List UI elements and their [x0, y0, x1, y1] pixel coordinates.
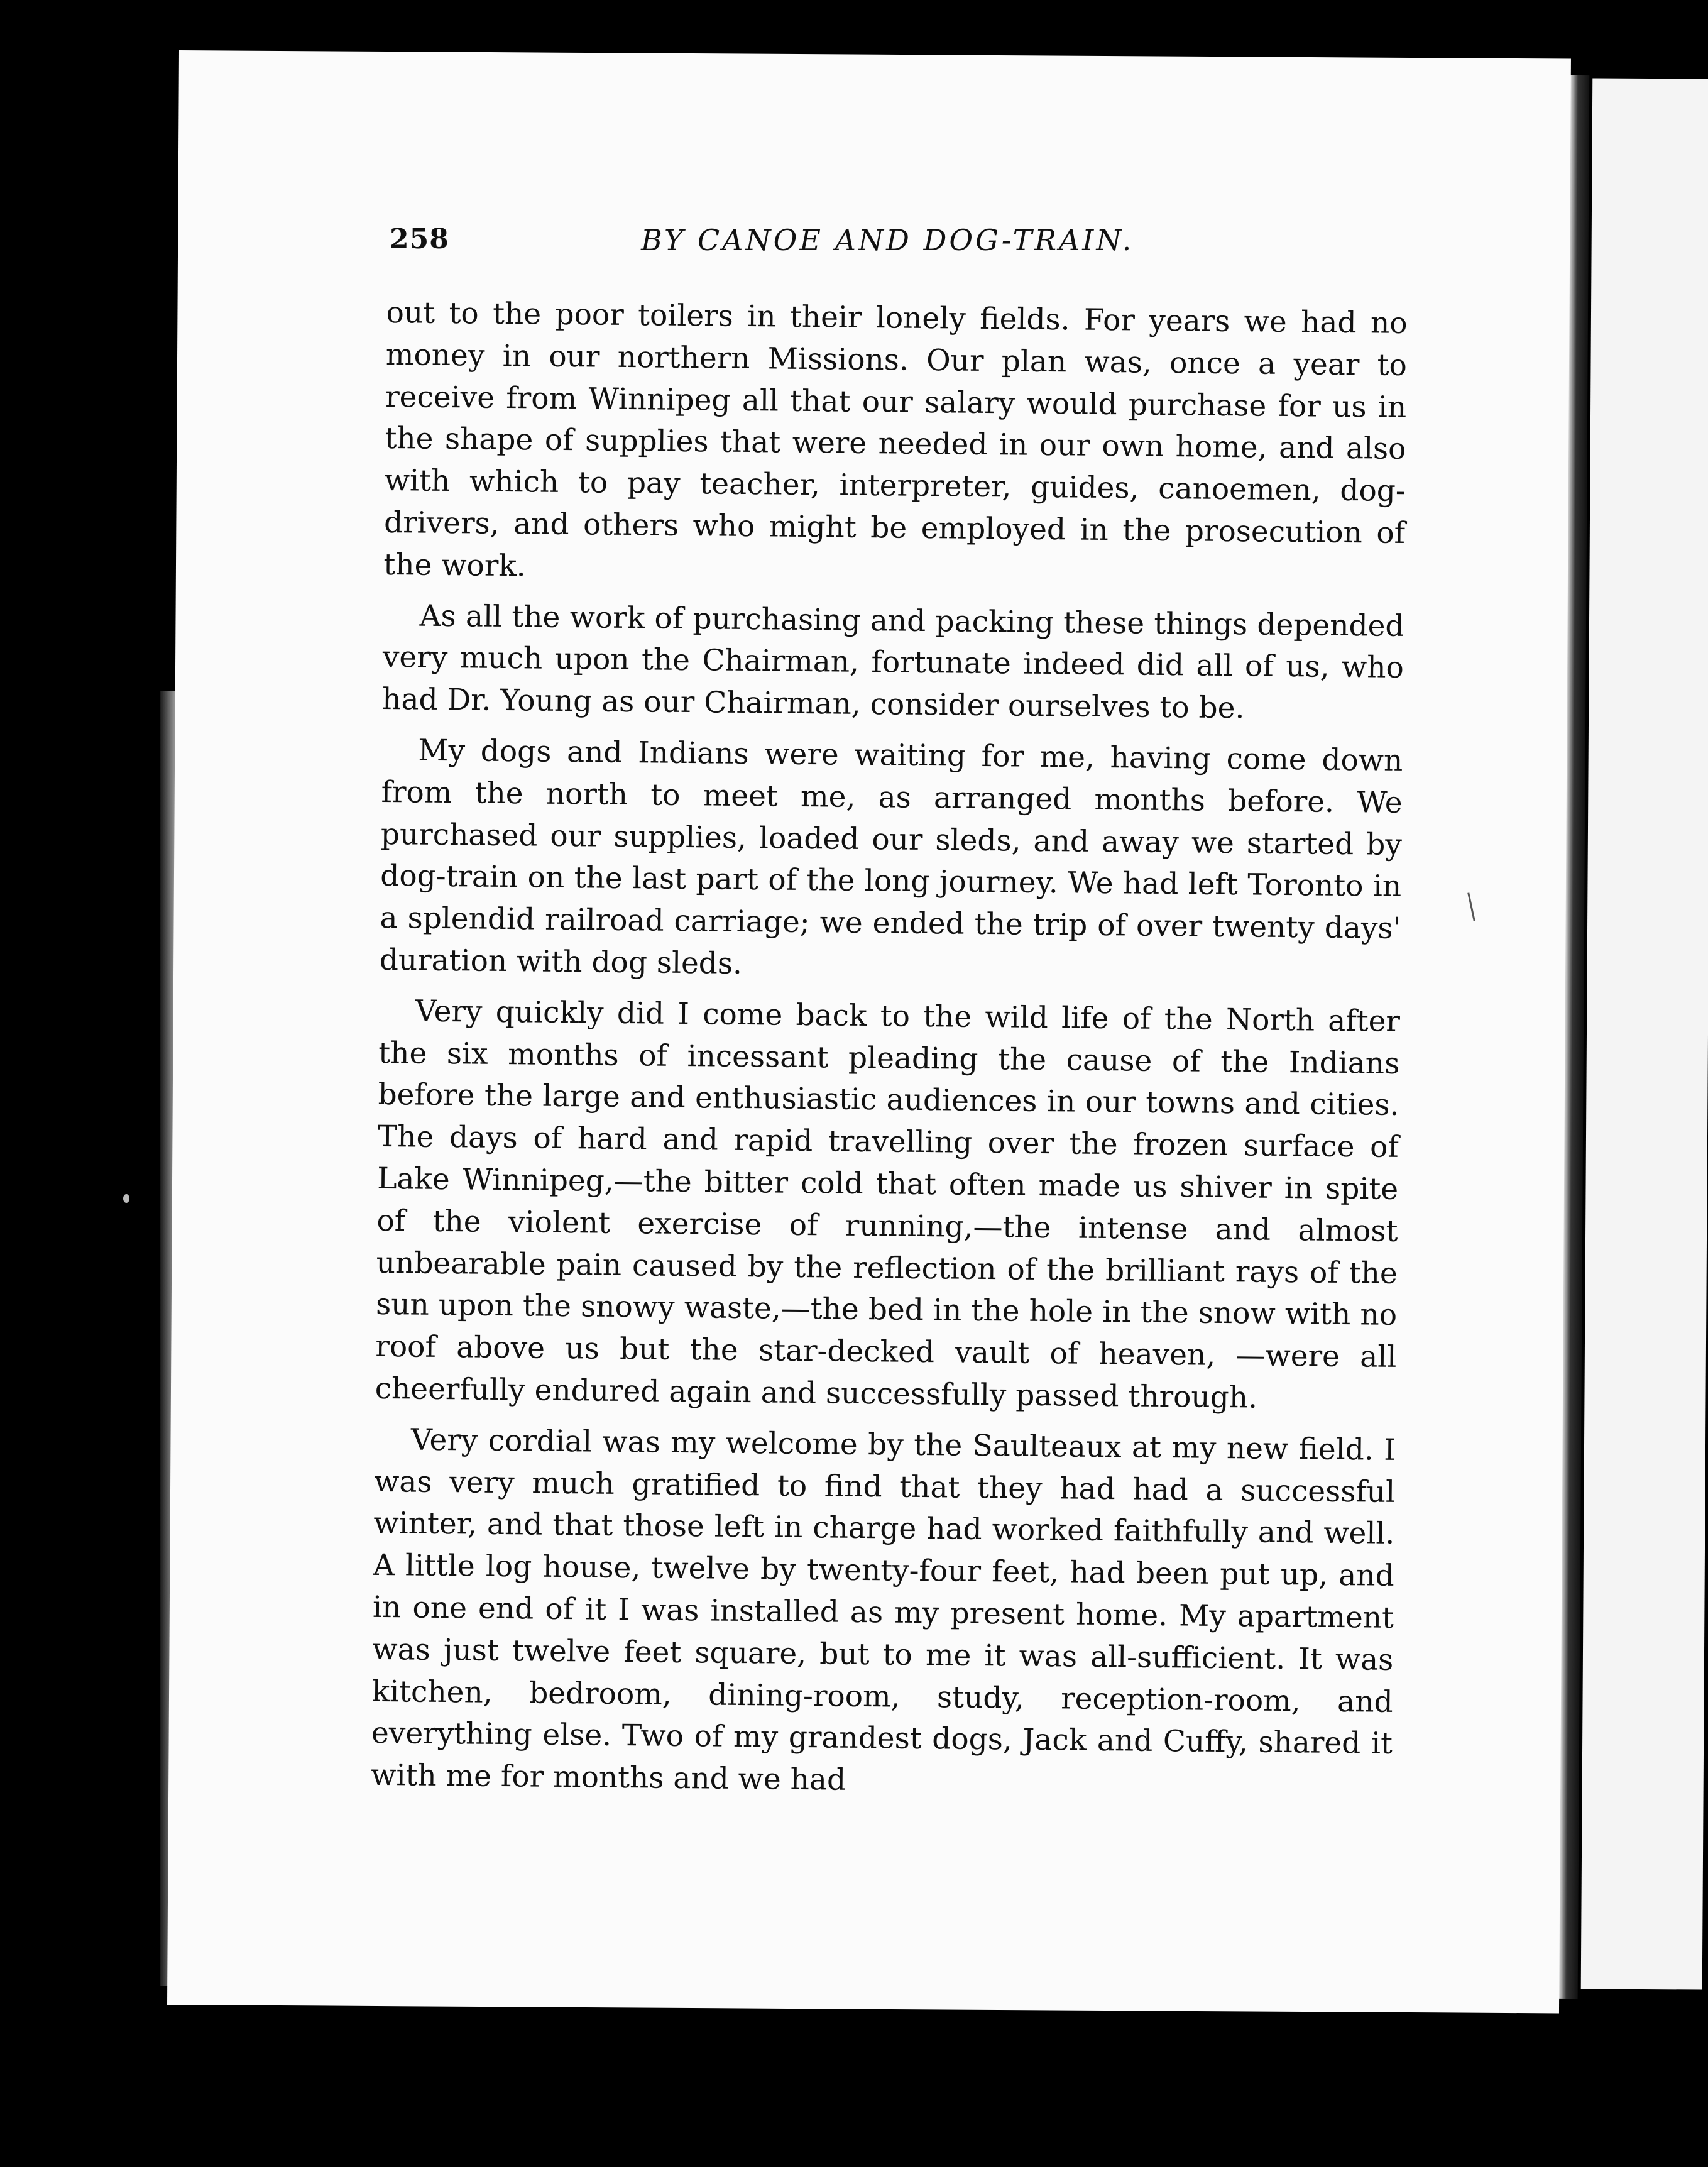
- paragraph-1: out to the poor toilers in their lonely fields. For years we had no money in our northern Missions. Our plan was, once a year to receive from Winnipeg all that our salary would purchase for us in the shape of supplies that were needed in our own home, and also with which to pay teacher, interpreter, guides, canoemen, dog-drivers, and others who might be employed in the prosecution of the work.: [383, 295, 1408, 584]
- paragraph-3: My dogs and Indians were waiting for me, having come down from the north to meet me, as arranged months before. We purchased our supplies, loaded our sleds, and away we started by dog-train on the last part of the long journey. We had left Toronto in a splendid railroad carriage; we ended the trip of over twenty days' duration with dog sleds.: [379, 733, 1403, 981]
- paragraph-4: Very quickly did I come back to the wild life of the North after the six months of incessant pleading the cause of the Indians before the large and enthusiastic audiences in our towns and cities. The days of hard and rapid travelling over the frozen surface of Lake Winnipeg,—the bitter cold that often made us shiver in spite of the violent exercise of running,—the intense and almost unbearable pain caused by the reflection of the brilliant rays of the sun upon the snowy waste,—the bed in the hole in the snow with no roof above us but the star-decked vault of heaven, —were all cheerfully endured again and successfully passed through.: [375, 994, 1401, 1415]
- paragraph-5: Very cordial was my welcome by the Saulteaux at my new field. I was very much gratified to find that they had had a successful winter, and that those left in charge had worked faithfully and well. A little log house, twelve by twenty-four feet, had been put up, and in one end of it I was installed as my present home. My apartment was just twelve feet square, but to me it was all-sufficient. It was kitchen, bedroom, dining-room, study, reception-room, and everything else. Two of my grandest dogs, Jack and Cuffy, shared it with me for months and we had: [371, 1422, 1396, 1797]
- paragraph-2: As all the work of purchasing and packing these things depended very much upon the Chairman, fortunate indeed did all of us, who had Dr. Young as our Chairman, consider ourselves to be.: [381, 598, 1404, 726]
- scan-artifact: [123, 1194, 129, 1203]
- page-header: [390, 223, 1420, 273]
- page-body: [371, 292, 1408, 1816]
- running-title: BY CANOE AND DOG-TRAIN.: [641, 223, 1134, 257]
- page-number: 258: [390, 223, 449, 255]
- adjacent-page-edge: [1581, 78, 1708, 1989]
